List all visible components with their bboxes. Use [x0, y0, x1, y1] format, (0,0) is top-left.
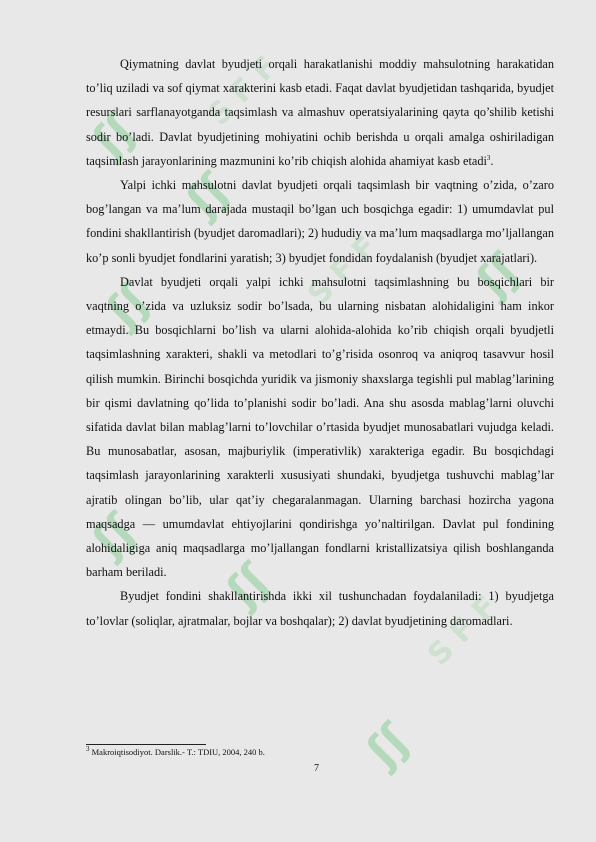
watermark-text: SFF: [421, 582, 512, 673]
watermark-logo: ʃʃ: [97, 274, 160, 337]
watermark-logo: ʃʃ: [217, 554, 280, 617]
footnote-number: 3: [86, 745, 90, 754]
watermark-logo: ʃʃ: [83, 504, 146, 567]
watermark-logo: ʃʃ: [467, 244, 530, 307]
paragraph: Yalpi ichki mahsulotni davlat byudjeti orqali taqsimlash bir vaqtning o’zida, o’zaro bog’langan va ma’lum darajada mustaqil bo’lgan uch bosqichga egadir: 1) umumdavlat pul fondini shakllantirish (byudjet daromadlari); 2) hududiy va ma’lum maqsadlarga mo’ljallangan ko’p sonli byudjet fondlarini yaratish; 3) byudjet fondidan foydalanish (byudjet xarajatlari).: [86, 178, 554, 265]
paragraph: Byudjet fondini shakllantirishda ikki xil tushunchadan foydalaniladi: 1) byudjetga to’lovlar (soliqlar, ajratmalar, bojlar va boshqalar); 2) davlat byudjetining daromadlari.: [86, 589, 554, 628]
watermark-logo: ʃʃ: [177, 164, 240, 227]
page-number: 7: [314, 763, 319, 774]
watermark-text: SFF: [201, 42, 292, 133]
footnote: [86, 747, 265, 757]
paragraph-text: Qiymatning davlat byudjeti orqali harakatlanishi moddiy mahsulotning harakatidan to’liq uziladi va sof qiymat xarakterini kasb etadi. Faqat davlat byudjetidan tashqarida, byudjet resurslari sarflanayotganda taqsimlash va almashuv operatsiyalarining qayta qo’shilib ketishi sodir bo’ladi. Davlat byudjetining mohiyatini ochib berishda u orqali amalga oshiriladigan taqsimlash jarayonlarining mazmunini ko’rib chiqish alohida ahamiyat kasb etadi: [86, 57, 554, 168]
watermark-logo: ʃʃ: [83, 104, 146, 167]
watermark-logo: ʃʃ: [357, 714, 420, 777]
body-text: [86, 52, 554, 633]
footnote-reference: 3: [486, 153, 491, 162]
watermark-text: SFF: [301, 222, 392, 313]
paragraph: Davlat byudjeti orqali yalpi ichki mahsulotni taqsimlashning bu bosqichlari bir vaqtning o’zida va uzluksiz sodir bo’lsada, bu ularning nisbatan alohidaligini ham inkor etmaydi. Bu bosqichlarni bo’lish va ularni alohida-alohida ko’rib chiqish orqali byudjetli taqsimlashning xarakteri, shakli va metodlari to’g’risida osonroq va aniqroq tasavvur hosil qilish mumkin. Birinchi bosqichda yuridik va jismoniy shaxslarga tegishli pul mablag’larining bir qismi davlatning qo’lida to’planishi sodir bo’ladi. Ana shu asosda mablag’larni oluvchi sifatida davlat bilan mablag’larni to’lovchilar o’rtasida byudjet munosabatlari vujudga keladi. Bu munosabatlar, asosan, majburiylik (imperativlik) xarakteriga egadir. Bu bosqichdagi taqsimlash jarayonlarining xarakterli xususiyati shundaki, byudjetga tushuvchi mablag’lar ajratib olingan bo’lib, ular qat’iy chegaralanmagan. Ularning barchasi hozircha yagona maqsadga — umumdavlat ehtiyojlarini qondirishga yo’naltirilgan. Davlat pul fondining alohidaligiga aniq maqsadlarga mo’ljallangan fondlarni kristallizatsiya qilish boshlanganda barham beriladi.: [86, 274, 554, 580]
footnote-divider: [86, 744, 206, 745]
footnote-text: Makroiqtisodiyot. Darslik.- T.: TDIU, 2004, 240 b.: [91, 747, 265, 757]
paragraph: Qiymatning davlat byudjeti orqali harakatlanishi moddiy mahsulotning harakatidan to’liq uziladi va sof qiymat xarakterini kasb etadi. Faqat davlat byudjetidan tashqarida, byudjet resurslari sarflanayotganda taqsimlash va almashuv operatsiyalarining qayta qo’shilib ketishi sodir bo’ladi. Davlat byudjetining mohiyatini ochib berishda u orqali amalga oshiriladigan taqsimlash jarayonlarining mazmunini ko’rib chiqish alohida ahamiyat kasb etadi$^3$.: [86, 57, 554, 168]
